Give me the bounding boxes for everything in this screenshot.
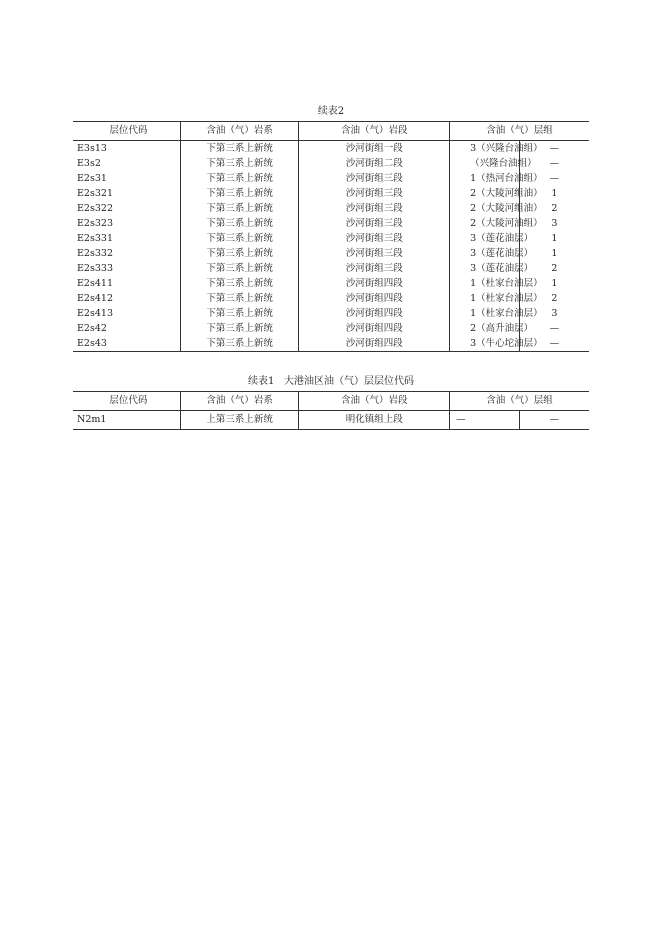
layer-group-cell: 3（莲花油层）	[450, 246, 520, 261]
rock-section-cell: 沙河街组三段	[299, 246, 450, 261]
rock-section-cell: 沙河街组三段	[299, 216, 450, 231]
header-rock-section: 含油（气）岩段	[299, 122, 450, 141]
table-row	[73, 291, 589, 306]
header-layer-code: 层位代码	[109, 125, 148, 136]
table-row	[73, 336, 589, 352]
rock-series-cell: 下第三系上新统	[180, 216, 299, 231]
layer-group-cell: 1（杜家台油层）	[450, 276, 520, 291]
layer-code-cell: E2s333	[77, 263, 113, 274]
rock-series-cell: 下第三系上新统	[180, 141, 299, 157]
sub-layer-cell: —	[519, 156, 589, 171]
rock-series-cell: 下第三系上新统	[180, 171, 299, 186]
header-layer-code: 层位代码	[109, 395, 148, 406]
layer-code-cell: E3s13	[77, 143, 107, 154]
table-row	[73, 306, 589, 321]
layer-group-cell: 3（牛心坨油层）	[450, 336, 520, 352]
header-layer-group: 含油（气）层组	[450, 392, 589, 411]
layer-group-cell: （兴隆台油组）	[450, 156, 520, 171]
table-row	[73, 141, 589, 157]
rock-series-cell: 下第三系上新统	[180, 321, 299, 336]
layer-group-cell: 2（大陵河油组）	[450, 216, 520, 231]
table-row	[73, 261, 589, 276]
layer-code-cell: E2s413	[77, 308, 113, 319]
layer-group-cell: 1（热河台油组）	[450, 171, 520, 186]
layer-group-cell: 1（杜家台油层）	[450, 306, 520, 321]
sub-layer-cell: —	[519, 411, 589, 430]
layer-group-cell: 1（杜家台油层）	[450, 291, 520, 306]
table-row	[73, 201, 589, 216]
table-row	[73, 186, 589, 201]
rock-section-cell: 沙河街组一段	[299, 141, 450, 157]
rock-section-cell: 沙河街组三段	[299, 231, 450, 246]
sub-layer-cell: 1	[519, 186, 589, 201]
layer-code-cell: E2s412	[77, 293, 113, 304]
layer-code-cell: E2s332	[77, 248, 113, 259]
sub-layer-cell: —	[519, 141, 589, 157]
layer-group-cell: 2（大陵河组油）	[450, 186, 520, 201]
sub-layer-cell: 2	[519, 261, 589, 276]
sub-layer-cell: —	[519, 321, 589, 336]
sub-layer-cell: 2	[519, 201, 589, 216]
sub-layer-cell: —	[519, 171, 589, 186]
table-row	[73, 246, 589, 261]
layer-code-cell: E2s323	[77, 218, 113, 229]
layer-code-cell: E2s43	[77, 338, 107, 349]
rock-series-cell: 下第三系上新统	[180, 291, 299, 306]
sub-layer-cell: 1	[519, 246, 589, 261]
header-rock-section: 含油（气）岩段	[299, 392, 450, 411]
rock-series-cell: 上第三系上新统	[180, 411, 299, 430]
rock-section-cell: 沙河街组三段	[299, 261, 450, 276]
header-rock-series: 含油（气）岩系	[180, 122, 299, 141]
rock-section-cell: 沙河街组四段	[299, 291, 450, 306]
layer-code-cell: E2s411	[77, 278, 113, 289]
rock-series-cell: 下第三系上新统	[180, 336, 299, 352]
sub-layer-cell: 3	[519, 306, 589, 321]
rock-section-cell: 沙河街组三段	[299, 186, 450, 201]
layer-group-cell: 3（莲花油层）	[450, 261, 520, 276]
rock-series-cell: 下第三系上新统	[180, 231, 299, 246]
rock-series-cell: 下第三系上新统	[180, 276, 299, 291]
layer-group-cell: 2（大陵河组油）	[450, 201, 520, 216]
sub-layer-cell: 3	[519, 216, 589, 231]
table-row	[73, 321, 589, 336]
sub-layer-cell: 1	[519, 231, 589, 246]
table1-caption: 续表2	[317, 106, 345, 117]
layer-group-cell: 2（高升油层）	[450, 321, 520, 336]
table1-header-row	[73, 122, 589, 141]
layer-code-cell: E2s42	[77, 323, 107, 334]
layer-code-cell: E2s31	[77, 173, 107, 184]
rock-series-cell: 下第三系上新统	[180, 201, 299, 216]
rock-section-cell: 沙河街组四段	[299, 321, 450, 336]
table2-caption: 续表1 大港油区油（气）层层位代码	[248, 376, 414, 387]
layer-code-cell: E2s321	[77, 188, 113, 199]
table-row	[73, 231, 589, 246]
table-row	[73, 216, 589, 231]
rock-series-cell: 下第三系上新统	[180, 306, 299, 321]
table-row	[73, 156, 589, 171]
rock-section-cell: 沙河街组四段	[299, 336, 450, 352]
rock-section-cell: 沙河街组三段	[299, 201, 450, 216]
table2-header-row	[73, 392, 589, 411]
rock-series-cell: 下第三系上新统	[180, 186, 299, 201]
rock-series-cell: 下第三系上新统	[180, 156, 299, 171]
layer-code-cell: N2m1	[77, 414, 107, 425]
layer-group-cell: 3（兴隆台油组）	[450, 141, 520, 157]
header-rock-series: 含油（气）岩系	[180, 392, 299, 411]
sub-layer-cell: 2	[519, 291, 589, 306]
rock-section-cell: 沙河街组四段	[299, 276, 450, 291]
sub-layer-cell: 1	[519, 276, 589, 291]
layer-code-cell: E2s331	[77, 233, 113, 244]
layer-group-cell: —	[450, 411, 520, 430]
header-layer-group: 含油（气）层组	[450, 122, 589, 141]
rock-series-cell: 下第三系上新统	[180, 246, 299, 261]
layer-group-cell: 3（莲花油层）	[450, 231, 520, 246]
layer-code-cell: E2s322	[77, 203, 113, 214]
table-row	[73, 276, 589, 291]
sub-layer-cell: —	[519, 336, 589, 352]
layer-code-cell: E3s2	[77, 158, 101, 169]
rock-section-cell: 沙河街组四段	[299, 306, 450, 321]
rock-series-cell: 下第三系上新统	[180, 261, 299, 276]
rock-section-cell: 明化镇组上段	[299, 411, 450, 430]
table-row	[73, 411, 589, 430]
table-row	[73, 171, 589, 186]
table2-dagang-formation-codes	[73, 391, 589, 430]
rock-section-cell: 沙河街组二段	[299, 156, 450, 171]
rock-section-cell: 沙河街组三段	[299, 171, 450, 186]
table1-formation-codes	[73, 121, 589, 352]
